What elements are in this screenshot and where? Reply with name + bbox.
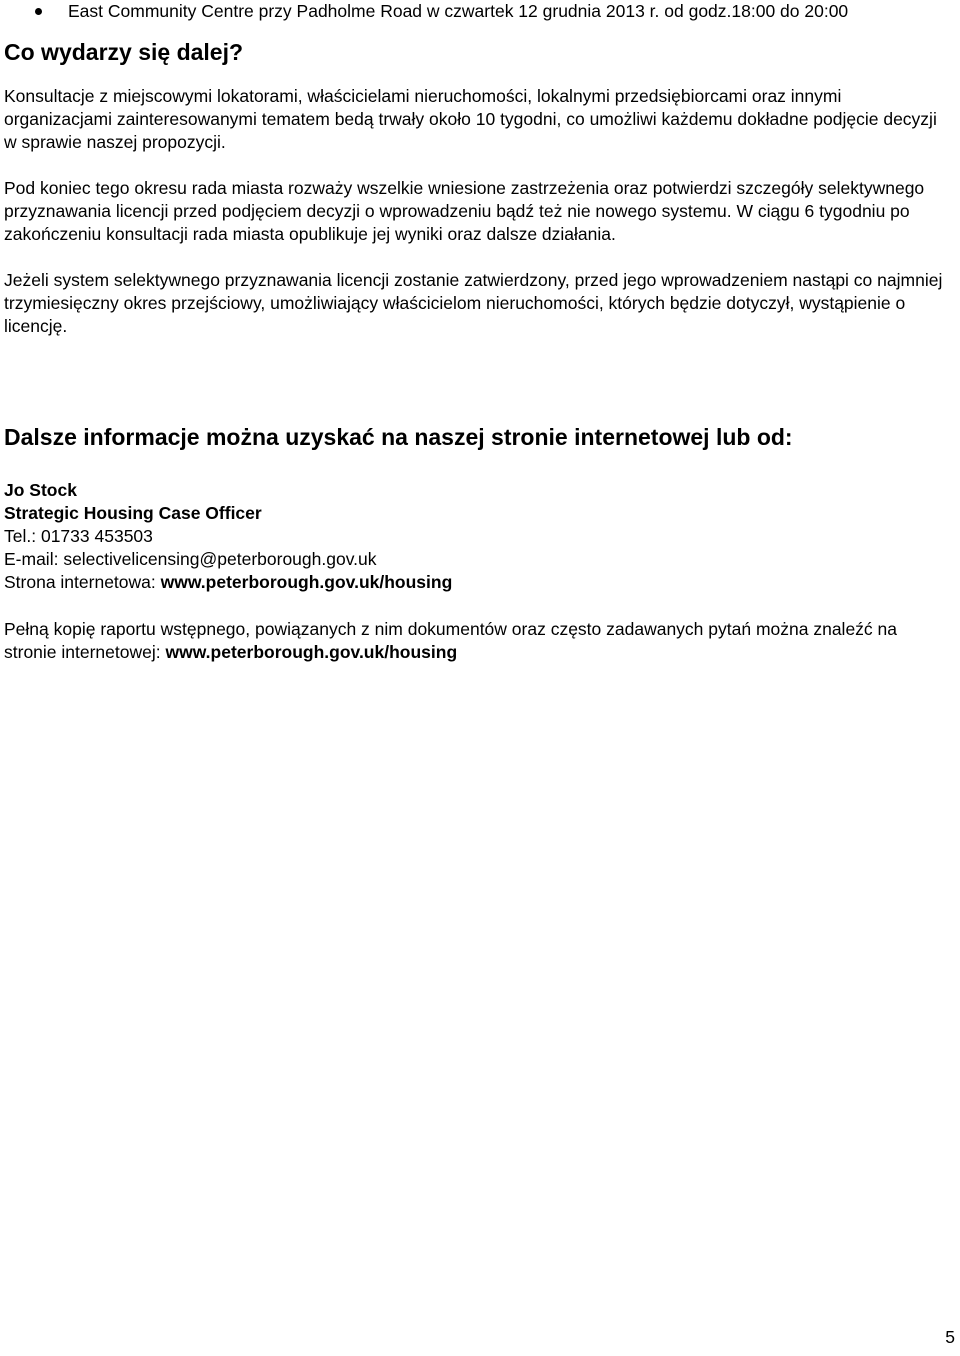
contact-name: Jo Stock — [4, 480, 77, 500]
main-content — [4, 0, 952, 338]
contact-role: Strategic Housing Case Officer — [4, 503, 262, 523]
bullet-icon — [35, 8, 42, 15]
footer-paragraph — [4, 618, 952, 664]
phone-value: 01733 453503 — [40, 526, 153, 546]
contact-phone — [4, 525, 452, 548]
paragraph-consultation: Konsultacje z miejscowymi lokatorami, właścicielami nieruchomości, lokalnymi przedsiębiorcami oraz innymi organizacjami zainteresowanymi tematem bedą trwały około 10 tygodni, co umożliwi każdemu dokładne podjęcie decyzji w sprawie naszej propozycji. — [4, 86, 937, 152]
paragraph-transition: Jeżeli system selektywnego przyznawania licencji zostanie zatwierdzony, przed jego wprowadzeniem nastąpi co najmniej trzymiesięczny okres przejściowy, umożliwiający właścicielom nieruchomości, których będzie dotyczył, wystąpienie o licencję. — [4, 270, 943, 336]
contact-website — [4, 571, 452, 594]
footer-text: Pełną kopię raportu wstępnego, powiązanych z nim dokumentów oraz często zadawanych pytań można znaleźć na stronie internetowej: — [4, 619, 898, 662]
email-link[interactable]: selectivelicensing@peterborough.gov.uk — [63, 549, 377, 569]
email-label: E-mail: — [4, 549, 64, 569]
website-label: Strona internetowa: — [4, 572, 161, 592]
bullet-list — [4, 0, 952, 23]
contact-block — [4, 479, 452, 594]
paragraph-review: Pod koniec tego okresu rada miasta rozważy wszelkie wniesione zastrzeżenia oraz potwierdzi szczegóły selektywnego przyznawania licencji przed podjęciem decyzji o wprowadzeniu bądź też nie nowego systemu. W ciągu 6 tygodniu po zakończeniu konsultacji rada miasta opublikuje jej wyniki oraz dalsze działania. — [4, 178, 925, 244]
info-heading: Dalsze informacje można uzyskać na naszej stronie internetowej lub od: — [4, 424, 793, 450]
phone-label: Tel.: — [4, 526, 41, 546]
footer-link[interactable]: www.peterborough.gov.uk/housing — [165, 642, 458, 662]
list-item — [4, 0, 952, 23]
bullet-text: East Community Centre przy Padholme Road w czwartek 12 grudnia 2013 r. od godz.18:00 do 20:00 — [68, 1, 849, 21]
page-number: 5 — [945, 1327, 955, 1347]
contact-email — [4, 548, 452, 571]
section-heading: Co wydarzy się dalej? — [4, 39, 244, 65]
website-link[interactable]: www.peterborough.gov.uk/housing — [160, 572, 453, 592]
